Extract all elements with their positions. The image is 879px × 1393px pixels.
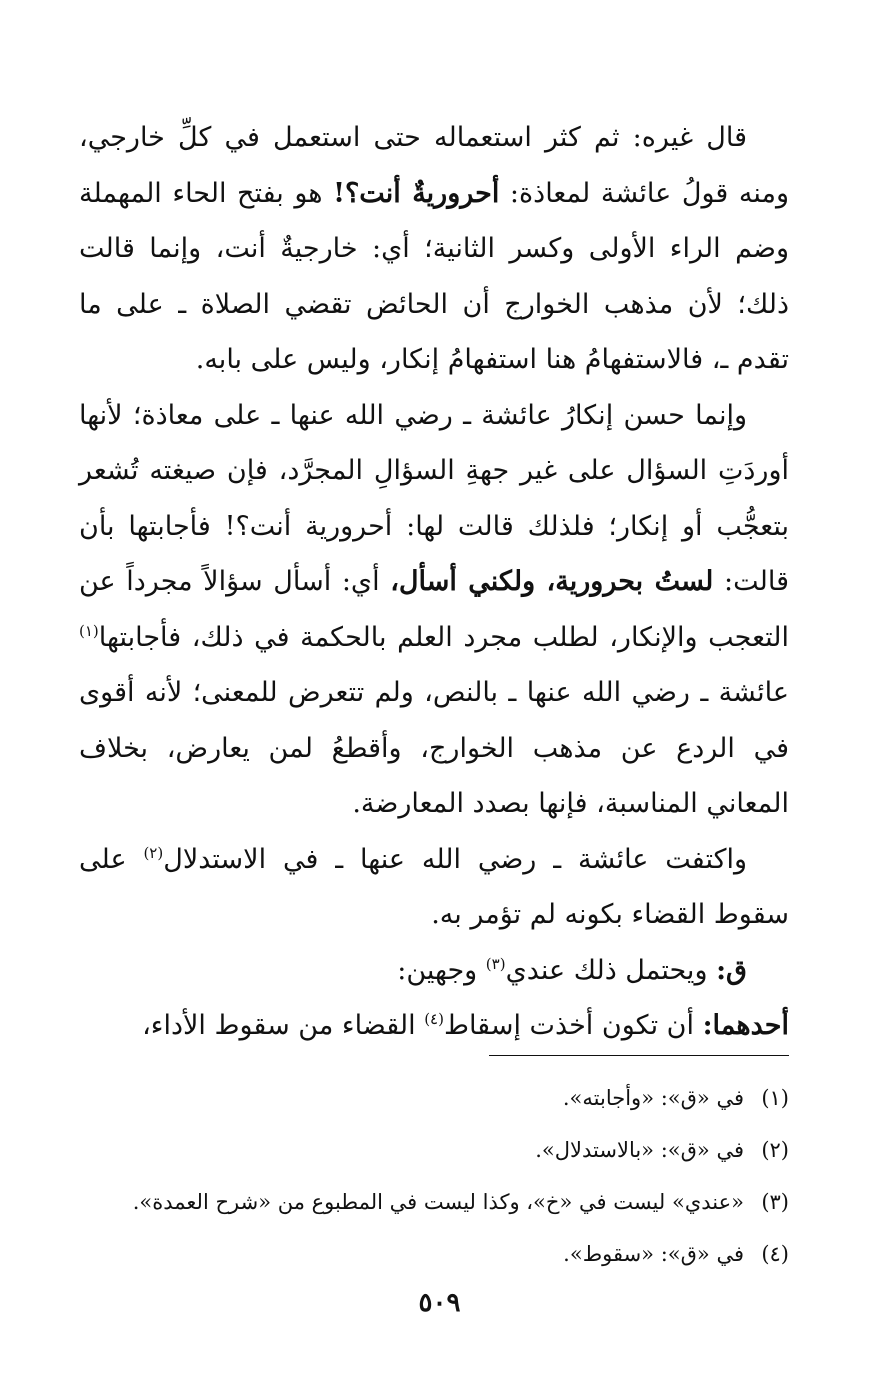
footnote-number: (١) bbox=[761, 1086, 789, 1110]
main-text bbox=[79, 110, 789, 1054]
q-line bbox=[79, 943, 789, 999]
text-segment: هو بفتح الحاء المهملة وضم الراء الأولى وكسر الثانية؛ أي: خارجيةٌ أنت، وإنما قالت ذلك؛ لأن مذهب الخوارج أن الحائض تقضي الصلاة ـ على ما تقدم ـ، فالاستفهامُ هنا استفهامُ إنكار، وليس على بابه. bbox=[79, 177, 789, 375]
text-segment: وإنما حسن إنكارُ عائشة ـ رضي الله عنها ـ على معاذة؛ لأنها أوردَتِ السؤال على غير جهةِ السؤالِ المجرَّد، فإن صيغته تُشعر بتعجُّب أو إنكار؛ فلذلك قالت لها: أحرورية أنت؟! فأجابتها بأن قالت: bbox=[79, 399, 789, 597]
footnote-1 bbox=[79, 1072, 789, 1124]
first-point-text-before: أن تكون أخذت إسقاط bbox=[443, 1010, 703, 1041]
text-segment: واكتفت عائشة ـ رضي الله عنها ـ في الاستدلال bbox=[163, 843, 747, 875]
page-number: ٥٠٩ bbox=[418, 1288, 461, 1318]
footnote-number: (٢) bbox=[761, 1138, 789, 1162]
text-segment: على سقوط القضاء بكونه لم تؤمر به. bbox=[79, 843, 789, 930]
footnote-ref: (١) bbox=[79, 621, 99, 640]
footnote-text: في «ق»: «سقوط». bbox=[563, 1242, 744, 1266]
text-segment: عائشة ـ رضي الله عنها ـ بالنص، ولم تتعرض للمعنى؛ لأنه أقوى في الردع عن مذهب الخوارج، وأقطعُ لمن يعارض، بخلاف المعاني المناسبة، فإنها بصدد المعارضة. bbox=[79, 677, 789, 819]
footnote-number: (٤) bbox=[761, 1242, 789, 1266]
footnote-ref: (٢) bbox=[143, 843, 164, 862]
footnote-separator bbox=[489, 1055, 789, 1056]
paragraph-1 bbox=[79, 110, 789, 388]
footnotes bbox=[79, 1072, 789, 1280]
paragraph-3 bbox=[79, 832, 789, 943]
q-text-after: وجهين: bbox=[397, 954, 486, 986]
footnote-number: (٣) bbox=[761, 1190, 789, 1214]
footnote-4 bbox=[79, 1228, 789, 1280]
footnote-ref-4: (٤) bbox=[424, 1010, 444, 1028]
q-label: ق: bbox=[716, 954, 747, 986]
first-point-text-after: القضاء من سقوط الأداء، bbox=[142, 1010, 425, 1041]
footnote-ref-3: (٣) bbox=[485, 954, 506, 973]
bold-segment: أحروريةٌ أنت؟! bbox=[333, 177, 500, 209]
paragraph-2 bbox=[79, 388, 789, 832]
text-segment: أي: أسأل سؤالاً مجرداً عن التعجب والإنكار، لطلب مجرد العلم بالحكمة في ذلك، فأجابتها bbox=[79, 566, 789, 653]
footnote-2 bbox=[79, 1124, 789, 1176]
footnote-3 bbox=[79, 1176, 789, 1228]
footnote-text: في «ق»: «بالاستدلال». bbox=[535, 1138, 744, 1162]
text-segment: قال غيره: ثم كثر استعماله حتى استعمل في كلِّ خارجي، ومنه قولُ عائشة لمعاذة: bbox=[79, 122, 789, 209]
footnote-text: «عندي» ليست في «خ»، وكذا ليست في المطبوع من «شرح العمدة». bbox=[132, 1190, 744, 1214]
footnote-text: في «ق»: «وأجابته». bbox=[562, 1086, 744, 1110]
first-point-label: أحدهما: bbox=[702, 1010, 789, 1041]
bold-segment: لستُ بحرورية، ولكني أسأل، bbox=[390, 566, 714, 597]
q-text-before: ويحتمل ذلك عندي bbox=[505, 954, 717, 986]
first-point-line bbox=[79, 998, 789, 1054]
